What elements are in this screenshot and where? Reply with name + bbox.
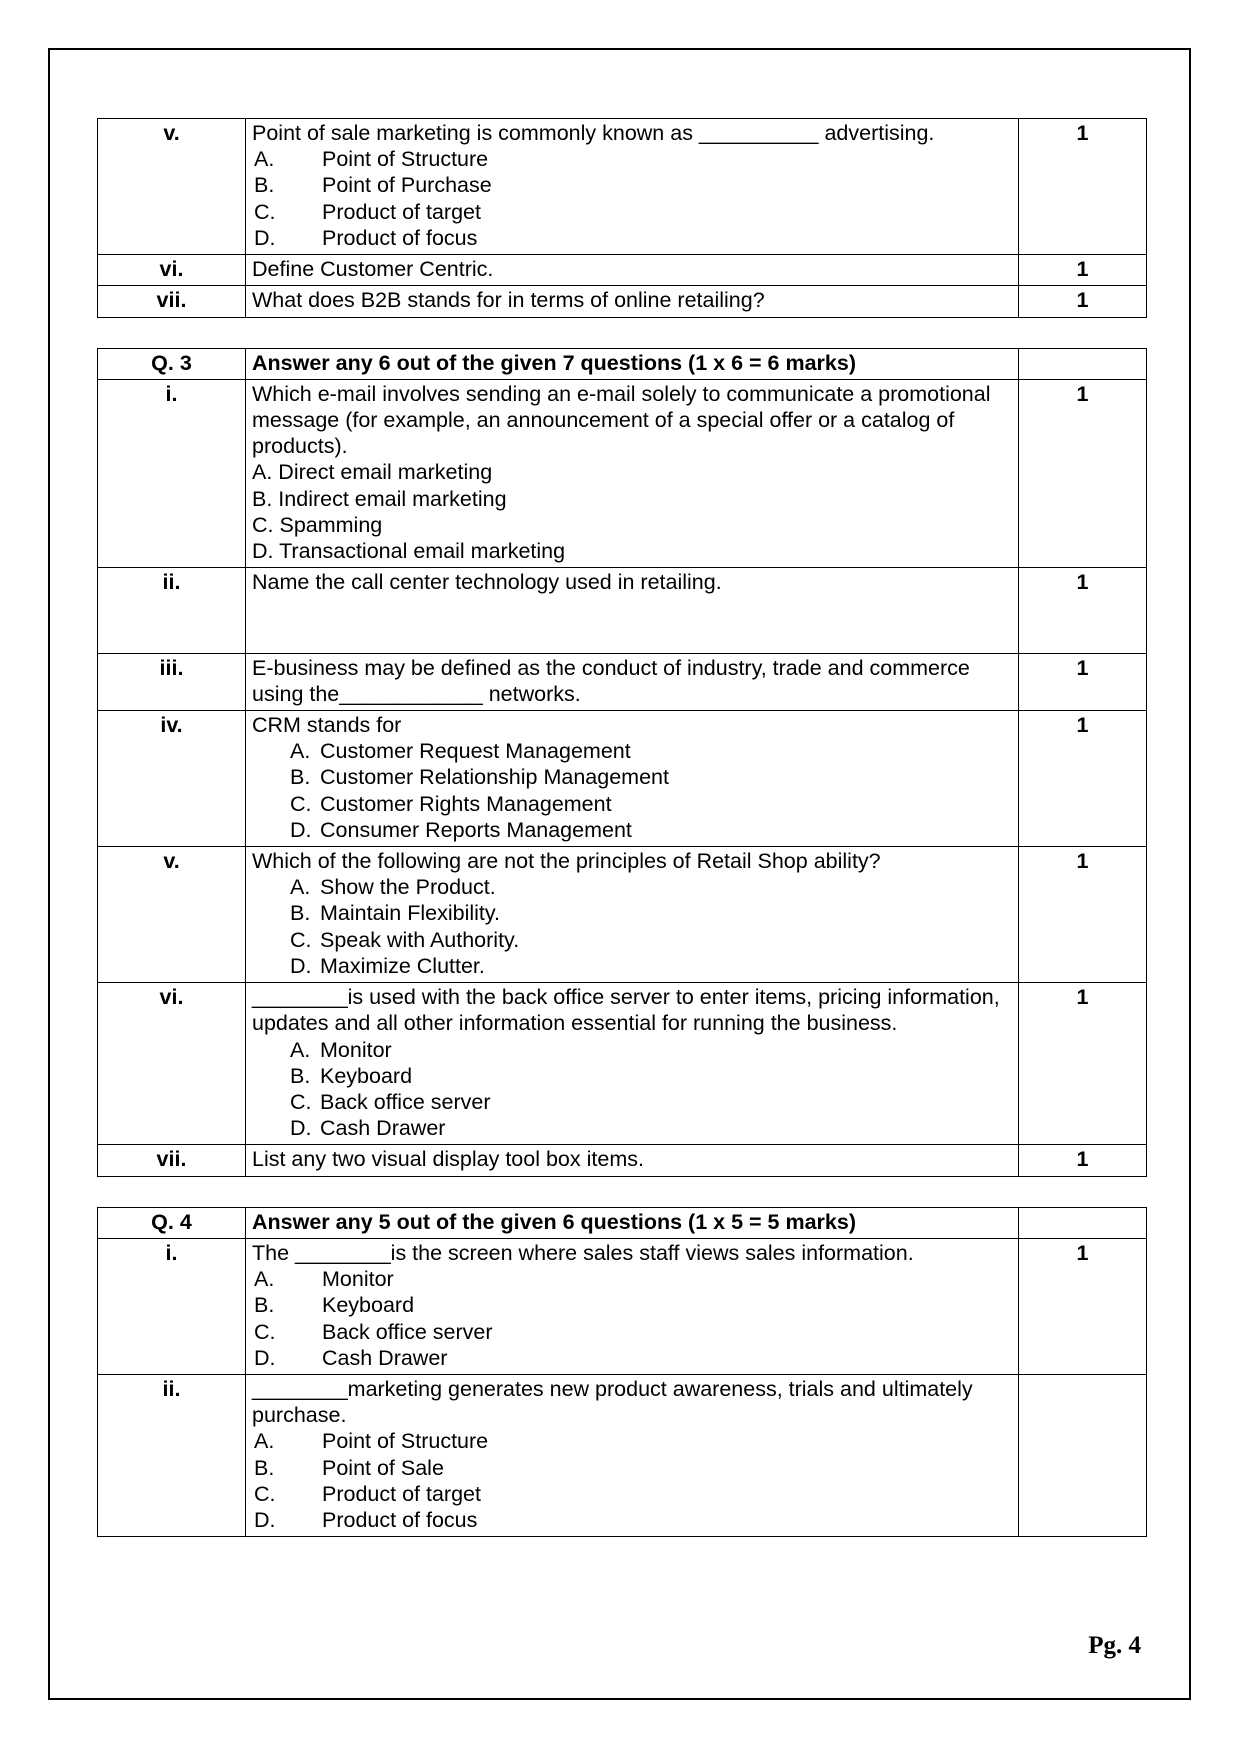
option-letter: B. [252,486,273,511]
question-body [246,847,1019,983]
option-text: Customer Relationship Management [320,765,669,790]
question-body [246,1145,1019,1176]
answer-option [252,1345,1012,1371]
table-row [98,1238,1147,1374]
answer-option [252,738,1012,764]
option-letter: D. [254,1508,276,1533]
option-text: Customer Rights Management [320,791,612,816]
option-text: Product of target [322,1481,481,1506]
marks-cell: 1 [1019,568,1147,653]
question-stem: Name the call center technology used in retailing. [252,570,722,595]
option-letter: D. [254,225,276,250]
option-text: Consumer Reports Management [320,817,632,842]
option-text: Keyboard [322,1293,415,1318]
question-body [246,983,1019,1145]
page-content [97,118,1146,1537]
answer-option [252,172,1012,198]
question-stem: E-business may be defined as the conduct of industry, trade and commerce using the____________ networks. [252,655,970,706]
table-q3 [97,348,1147,1177]
answer-option [252,817,1012,843]
table-row [98,847,1147,983]
option-letter: C. [254,1481,276,1506]
answer-option [252,764,1012,790]
option-letter: B. [290,765,311,790]
option-text: Direct email marketing [272,460,493,485]
option-text: Product of target [322,199,481,224]
answer-option [252,953,1012,979]
table-row [98,983,1147,1145]
question-number: i. [98,379,246,568]
table-row [98,379,1147,568]
option-letter: B. [290,1063,311,1088]
table-q4 [97,1207,1147,1538]
question-stem: The ________is the screen where sales staff views sales information. [252,1240,914,1265]
option-text: Product of focus [322,225,478,250]
option-text: Cash Drawer [320,1116,446,1141]
table-row [98,568,1147,653]
option-letter: B. [254,1293,275,1318]
marks-cell: 1 [1019,653,1147,710]
option-text: Point of Structure [322,1429,489,1454]
answer-option [252,1037,1012,1063]
option-letter: D. [290,953,312,978]
question-number: ii. [98,568,246,653]
marks-cell [1019,348,1147,379]
table-row [98,653,1147,710]
marks-cell: 1 [1019,847,1147,983]
option-letter: C. [290,791,312,816]
option-text: Keyboard [320,1063,413,1088]
answer-option [252,1115,1012,1141]
answer-option [252,1266,1012,1292]
question-number: vii. [98,286,246,317]
question-body [246,286,1019,317]
question-stem: Which e-mail involves sending an e-mail solely to communicate a promotional message (for example, an announcement of a special offer or a catalog of products). [252,381,991,459]
answer-space [252,596,1012,650]
question-body [246,568,1019,653]
answer-option [252,1063,1012,1089]
question-group-title: Answer any 6 out of the given 7 questions (1 x 6 = 6 marks) [246,348,1019,379]
option-letter: A. [290,875,311,900]
marks-cell: 1 [1019,255,1147,286]
question-stem: Which of the following are not the principles of Retail Shop ability? [252,849,881,874]
option-text: Monitor [320,1037,392,1062]
option-text: Point of Structure [322,147,489,172]
question-body [246,1374,1019,1536]
option-text: Product of focus [322,1508,478,1533]
answer-option [252,225,1012,251]
answer-option [252,146,1012,172]
answer-option [252,1428,1012,1454]
option-letter: D. [254,1345,276,1370]
answer-option [252,791,1012,817]
option-text: Maintain Flexibility. [320,901,501,926]
answer-option [252,1481,1012,1507]
question-body [246,255,1019,286]
option-text: Spamming [273,512,383,537]
option-letter: D. [290,1116,312,1141]
answer-option [252,874,1012,900]
option-letter: A. [252,460,273,485]
table-row [98,1145,1147,1176]
question-body [246,119,1019,255]
option-letter: A. [254,1429,275,1454]
question-number: ii. [98,1374,246,1536]
option-letter: C. [254,199,276,224]
option-letter: D. [290,817,312,842]
option-text: Show the Product. [320,875,496,900]
question-body [246,379,1019,568]
marks-cell: 1 [1019,1238,1147,1374]
marks-cell [1019,1207,1147,1238]
page-border [48,48,1191,1700]
option-text: Cash Drawer [322,1345,448,1370]
question-stem: CRM stands for [252,712,402,737]
answer-option [252,459,1012,485]
question-number: iii. [98,653,246,710]
option-letter: C. [290,927,312,952]
answer-option [252,1507,1012,1533]
question-stem: Define Customer Centric. [252,257,494,282]
marks-cell: 1 [1019,983,1147,1145]
question-number: v. [98,119,246,255]
option-text: Speak with Authority. [320,927,520,952]
question-number: vii. [98,1145,246,1176]
question-body [246,653,1019,710]
option-text: Maximize Clutter. [320,953,485,978]
option-letter: C. [290,1090,312,1114]
option-text: Customer Request Management [320,739,631,764]
option-letter: A. [290,739,311,764]
option-text: Back office server [322,1319,493,1344]
marks-cell: 1 [1019,710,1147,846]
question-number: vi. [98,255,246,286]
table-row [98,710,1147,846]
table-header-row [98,348,1147,379]
option-letter: A. [254,147,275,172]
answer-option [252,486,1012,512]
answer-option [252,927,1012,953]
table-row [98,286,1147,317]
answer-option [252,1319,1012,1345]
marks-cell: 1 [1019,286,1147,317]
page-number: Pg. 4 [1088,1632,1141,1659]
question-group-number: Q. 4 [98,1207,246,1238]
option-letter: B. [290,901,311,926]
marks-cell: 1 [1019,119,1147,255]
table-row [98,255,1147,286]
option-text: Point of Sale [322,1455,444,1480]
option-letter: A. [254,1267,275,1292]
option-letter: A. [290,1037,311,1062]
option-text: Indirect email marketing [272,486,507,511]
question-stem: Point of sale marketing is commonly known as __________ advertising. [252,121,935,145]
question-number: v. [98,847,246,983]
question-tables-container [97,118,1146,1537]
question-group-title: Answer any 5 out of the given 6 questions (1 x 5 = 5 marks) [246,1207,1019,1238]
question-stem: ________marketing generates new product awareness, trials and ultimately purchase. [252,1376,973,1428]
option-letter: B. [254,173,275,198]
table-gap [97,318,1146,348]
table-gap [97,1177,1146,1207]
option-text: Back office server [320,1090,491,1114]
answer-option [252,199,1012,225]
table-row [98,119,1147,255]
answer-option [252,512,1012,538]
question-number: iv. [98,710,246,846]
option-letter: B. [254,1455,275,1480]
question-body [246,710,1019,846]
question-stem: ________is used with the back office server to enter items, pricing information, updates and all other information essential for running the business. [252,985,1000,1036]
answer-option [252,900,1012,926]
option-letter: C. [254,1319,276,1344]
question-body [246,1238,1019,1374]
question-number: vi. [98,983,246,1145]
answer-option [252,1455,1012,1481]
answer-option [252,1089,1012,1115]
table-header-row [98,1207,1147,1238]
option-text: Monitor [322,1267,394,1292]
question-stem: What does B2B stands for in terms of online retailing? [252,288,765,313]
question-stem: List any two visual display tool box items. [252,1147,644,1172]
marks-cell: 1 [1019,379,1147,568]
answer-option [252,1292,1012,1318]
answer-option [252,538,1012,564]
table-q2-continued [97,118,1147,318]
marks-cell: 1 [1019,1145,1147,1176]
question-group-number: Q. 3 [98,348,246,379]
option-letter: D. [252,539,274,564]
table-row [98,1374,1147,1536]
marks-cell [1019,1374,1147,1536]
option-text: Transactional email marketing [273,539,566,564]
option-letter: C. [252,512,274,537]
option-text: Point of Purchase [322,173,492,198]
question-number: i. [98,1238,246,1374]
